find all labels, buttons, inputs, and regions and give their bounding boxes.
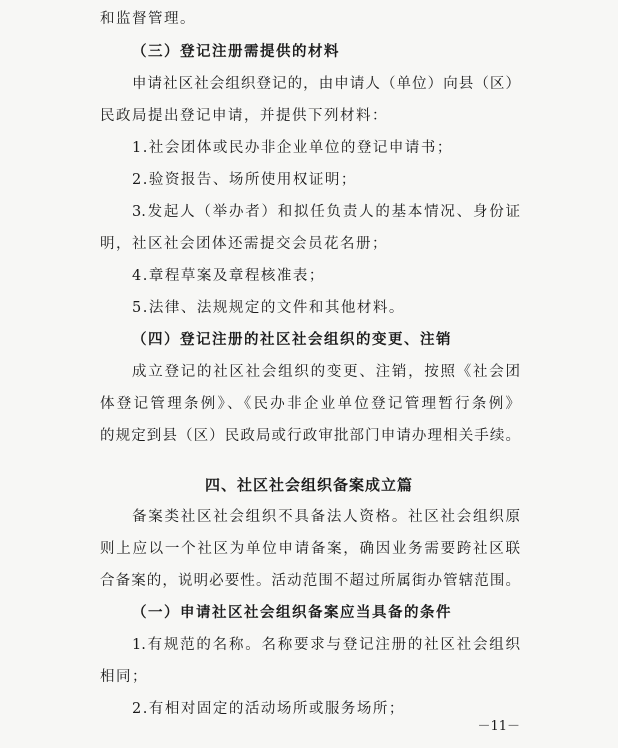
text-line: 体登记管理条例》、《民办非企业单位登记管理暂行条例》 bbox=[100, 396, 520, 412]
list-item: 3.发起人（举办者）和拟任负责人的基本情况、身份证 bbox=[132, 204, 520, 220]
text-line: 成立登记的社区社会组织的变更、注销，按照《社会团 bbox=[132, 364, 520, 380]
section-subheading: （四）登记注册的社区社会组织的变更、注销 bbox=[132, 331, 452, 348]
list-item: 1.有规范的名称。名称要求与登记注册的社区社会组织 bbox=[132, 637, 520, 653]
section-subheading: （一）申请社区社会组织备案应当具备的条件 bbox=[132, 604, 452, 621]
text-line: 民政局提出登记申请，并提供下列材料： bbox=[100, 108, 388, 124]
page-number: －11－ bbox=[477, 719, 520, 734]
text-line: 申请社区社会组织登记的，由申请人（单位）向县（区） bbox=[132, 76, 520, 92]
list-item: 4.章程草案及章程核准表； bbox=[132, 268, 325, 284]
list-item: 2.有相对固定的活动场所或服务场所； bbox=[132, 701, 405, 717]
text-line: 的规定到县（区）民政局或行政审批部门申请办理相关手续。 bbox=[100, 428, 520, 444]
list-item: 5.法律、法规规定的文件和其他材料。 bbox=[132, 300, 405, 316]
list-item: 1.社会团体或民办非企业单位的登记申请书； bbox=[132, 140, 453, 156]
list-item: 2.验资报告、场所使用权证明； bbox=[132, 172, 357, 188]
text-line: 和监督管理。 bbox=[100, 11, 196, 27]
text-line: 备案类社区社会组织不具备法人资格。社区社会组织原 bbox=[132, 509, 520, 525]
text-line: 则上应以一个社区为单位申请备案，确因业务需要跨社区联 bbox=[100, 541, 520, 557]
section-heading: 四、社区社会组织备案成立篇 bbox=[204, 476, 413, 494]
section-subheading: （三）登记注册需提供的材料 bbox=[132, 43, 340, 60]
text-line: 相同； bbox=[100, 669, 148, 685]
text-line: 明，社区社会团体还需提交会员花名册； bbox=[100, 236, 388, 252]
text-line: 合备案的，说明必要性。活动范围不超过所属街办管辖范围。 bbox=[100, 573, 520, 589]
